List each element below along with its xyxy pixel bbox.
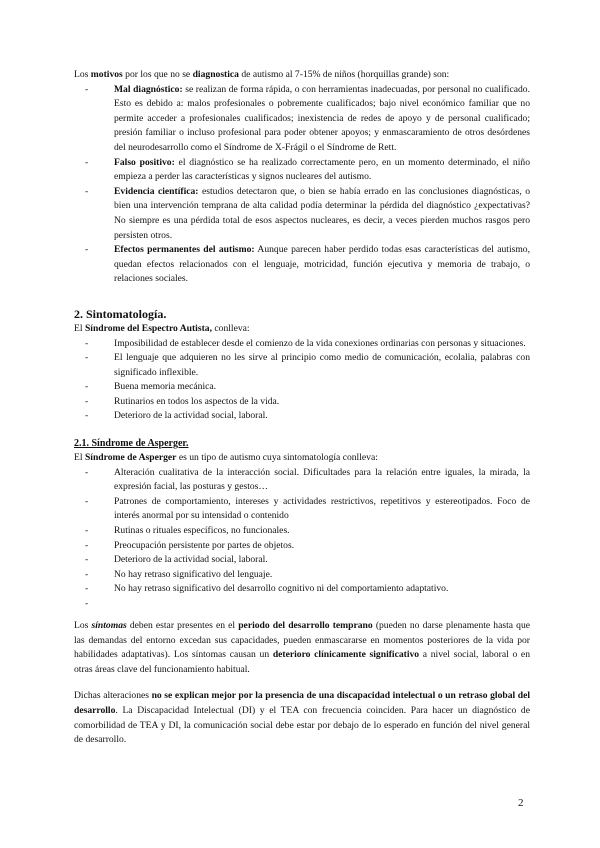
text-run: deben estar presentes en el xyxy=(126,620,239,631)
item-text: el diagnóstico se ha realizado correctamente pero, en un momento determinado, el niño empieza a perder las características y signos nucleares del autismo. xyxy=(114,156,530,183)
bold-run: diagnostica xyxy=(192,69,239,80)
list-item: - Alteración cualitativa de la interacción social. Dificultades para la relación entre iguales, la mirada, la expresión facial, las posturas y gestos… xyxy=(114,466,530,495)
list-item: - El lenguaje que adquieren no les sirve al principio como medio de comunicación, ecolalia, palabras con significado inflexible. xyxy=(114,351,530,380)
list-item: - No hay retraso significativo del desarrollo cognitivo ni del comportamiento adaptativo. xyxy=(114,582,530,597)
list-item: - Preocupación persistente por partes de objetos. xyxy=(114,539,530,554)
bold-run: periodo del desarrollo temprano xyxy=(238,620,373,631)
symptoms-list xyxy=(74,337,530,425)
item-term: Falso positivo: xyxy=(114,156,175,168)
item-text: se realizan de forma rápida, o con herramientas inadecuadas, por personal no cualificado. Esto es debido a: malos profesionales o pobremente cualificados; bajo nivel económico familiar que no permite acceder a profesionales cualificados; inexistencia de redes de apoyo y de personal cualificado; presión familiar o incluso profesional para poder obtener apoyos; y enmascaramiento de otros desórdenes del neurodesarrollo como el Síndrome de X-Frágil o el Síndrome de Rett. xyxy=(114,83,530,153)
section-lead xyxy=(74,322,530,337)
symptoms-paragraph xyxy=(74,619,530,677)
page-number: 2 xyxy=(518,797,524,809)
bold-run: Síndrome de Asperger xyxy=(84,452,177,464)
text-run: a nivel social, laboral o en otras áreas clave del funcionamiento habitual. xyxy=(74,649,530,675)
list-item: - Rutinas o rituales específicos, no funcionales. xyxy=(114,524,530,539)
list-item: - Patrones de comportamiento, intereses y actividades restrictivos, repetitivos y estereotipados. Foco de interés anormal por su intensidad o contenido xyxy=(114,495,530,524)
list-item: - No hay retraso significativo del lenguaje. xyxy=(114,568,530,583)
text-run: Los xyxy=(74,69,91,80)
intro-paragraph xyxy=(74,68,530,83)
list-item: - Deterioro de la actividad social, laboral. xyxy=(114,553,530,568)
subsection-heading: 2.1. Síndrome de Asperger. xyxy=(74,438,189,450)
empty-list-item xyxy=(114,597,530,611)
item-text: Aunque parecen haber perdido todas esas características del autismo, quedan efectos relacionados con el lenguaje, motricidad, función ejecutiva y memoria de trabajo, o relaciones sociales. xyxy=(114,244,530,285)
item-term: Efectos permanentes del autismo: xyxy=(114,244,255,256)
item-term: Evidencia científica: xyxy=(114,185,199,197)
list-item: - Imposibilidad de establecer desde el comienzo de la vida conexiones ordinarias con personas y situaciones. xyxy=(114,337,530,352)
bold-run: no se explican mejor por la presencia de una discapacidad intelectual o un retraso global del desarrollo xyxy=(74,690,531,716)
bold-run: Síndrome del Espectro Autista, xyxy=(84,322,212,334)
text-run: El xyxy=(74,452,85,464)
motivos-list xyxy=(74,83,530,287)
section-lead xyxy=(74,451,530,466)
comorbidity-paragraph xyxy=(74,689,530,747)
bold-run: síntomas xyxy=(91,620,127,631)
text-run: es un tipo de autismo cuya sintomatología conlleva: xyxy=(176,452,378,464)
list-item: - Buena memoria mecánica. xyxy=(114,380,530,395)
text-run: Los xyxy=(74,620,92,631)
list-item xyxy=(114,156,530,185)
list-item xyxy=(114,83,530,156)
list-item xyxy=(114,185,530,243)
text-run: por los que no se xyxy=(122,69,193,80)
document-page xyxy=(74,68,530,748)
list-item: - Rutinarios en todos los aspectos de la vida. xyxy=(114,395,530,410)
asperger-list xyxy=(74,466,530,611)
text-run: (pueden no darse plenamente hasta que las demandas del entorno excedan sus capacidades, pueden enmascararse en momentos posteriores de la vida por habilidades adaptativas). Los síntomas causan un xyxy=(74,620,530,661)
list-item xyxy=(114,243,530,287)
bold-run: deterioro clínicamente significativo xyxy=(272,649,420,661)
section-heading: 2. Sintomatología. xyxy=(74,306,167,321)
item-text: estudios detectaron que, o bien se había errado en las conclusiones diagnósticas, o bien una intervención temprana de alta calidad podía determinar la pérdida del diagnóstico ¿expectativas? No siempre es una pérdida total de esos aspectos nucleares, es decir, a veces pierden muchos rasgos pero persisten otros. xyxy=(114,185,531,241)
text-run: . La Discapacidad Intelectual (DI) y el TEA con frecuencia coinciden. Para hacer un diagnóstico de comorbilidad de TEA y DI, la comunicación social debe estar por debajo de lo esperado en función del nivel general de desarrollo. xyxy=(74,704,530,746)
item-term: Mal diagnóstico: xyxy=(114,83,183,95)
text-run: Dichas alteraciones xyxy=(74,690,152,702)
list-item: - Deterioro de la actividad social, laboral. xyxy=(114,409,530,424)
bold-run: motivos xyxy=(90,69,123,80)
text-run: El xyxy=(74,322,85,334)
text-run: conlleva: xyxy=(211,322,250,334)
text-run: de autismo al 7-15% de niños (horquillas grande) son: xyxy=(238,69,450,80)
